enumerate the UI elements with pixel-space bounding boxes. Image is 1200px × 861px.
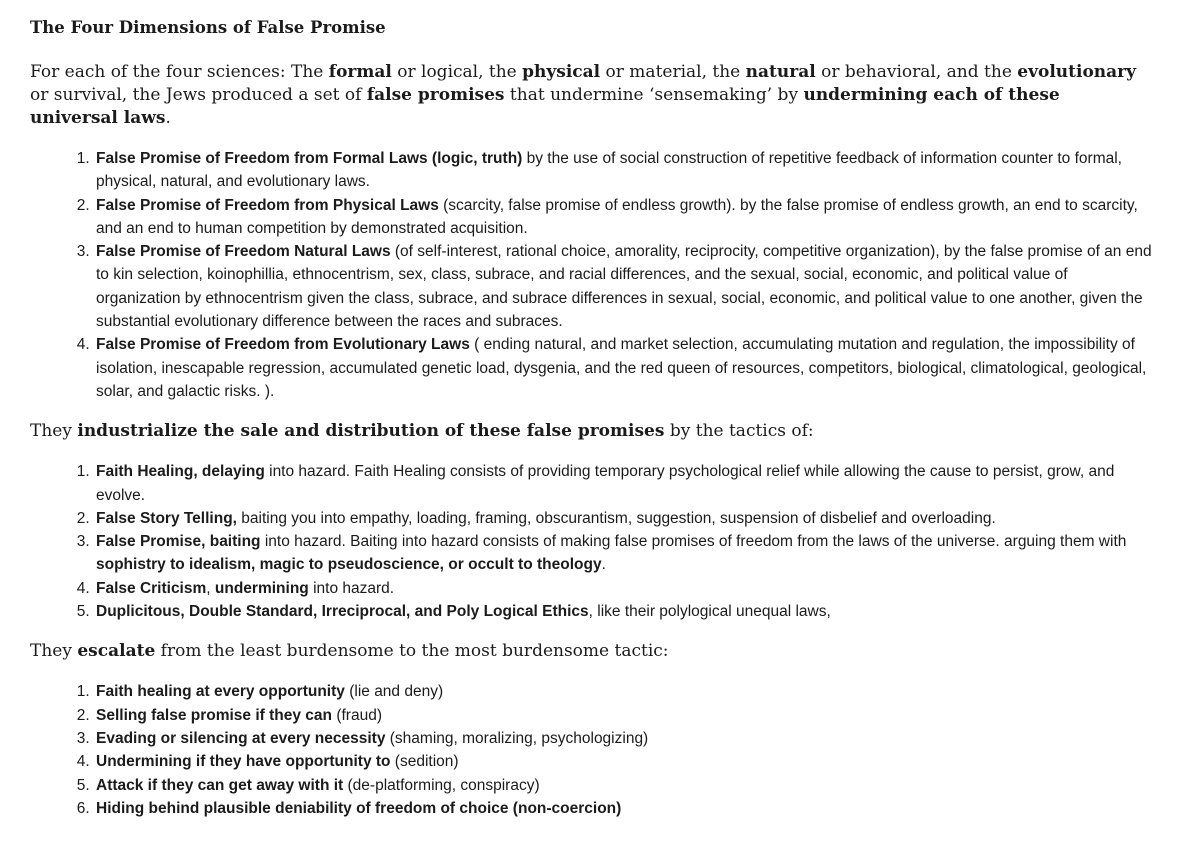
text-run: or behavioral, and the	[815, 62, 1018, 82]
bold-text-run: False Promise of Freedom from Formal Laws (logic, truth)	[96, 150, 523, 167]
page-title	[30, 16, 1152, 39]
bold-text-run: Evading or silencing at every necessity	[96, 729, 386, 747]
bold-text-run: sophistry to idealism, magic to pseudoscience, or occult to theology	[96, 556, 602, 574]
bold-text-run: Faith Healing, delaying	[96, 463, 265, 481]
bold-text-run: Undermining if they have opportunity to	[96, 753, 391, 771]
text-run: For each of the four sciences: The	[30, 62, 329, 82]
text-run: into hazard. Baiting into hazard consists of making false promises of freedom from the laws of the universe. arguing them with	[260, 533, 1127, 551]
dimensions-list-item-4	[94, 333, 1152, 403]
text-run: or material, the	[600, 62, 746, 82]
text-run: (scarcity, false promise of endless growth). by the false promise of endless growth, an end to scarcity, and an end to human competition by demonstrated acquisition.	[96, 196, 1138, 237]
bold-text-run: Attack if they can get away with it	[96, 776, 344, 794]
tactics-list-item-2	[94, 507, 1152, 530]
escalation-list-item-5	[94, 774, 1152, 797]
escalation-list-item-4	[94, 750, 1152, 773]
dimensions-list-item-3	[94, 240, 1152, 333]
bold-text-run: evolutionary	[1017, 62, 1136, 82]
text-run: They	[30, 641, 78, 662]
tactics-list	[30, 460, 1152, 623]
bold-text-run: False Promise of Freedom from Physical Laws	[96, 196, 439, 214]
text-run: (fraud)	[332, 706, 382, 724]
bold-text-run: false promises	[366, 85, 505, 105]
bold-text-run: Hiding behind plausible deniability of freedom of choice (non-coercion)	[96, 799, 622, 817]
bold-text-run: False Promise of Freedom Natural Laws	[96, 243, 391, 261]
text-run: (de-platforming, conspiracy)	[343, 776, 540, 794]
bold-text-run: formal	[328, 62, 392, 82]
text-run: , like their polylogical unequal laws,	[588, 603, 831, 621]
text-run: that undermine ‘sensemaking’ by	[504, 85, 804, 105]
escalation-list-item-1	[94, 680, 1152, 703]
escalation-list	[30, 680, 1152, 820]
text-run: ( ending natural, and market selection, accumulating mutation and regulation, the impossibility of isolation, inescapable regression, accumulated genetic load, dysgenia, and the red queen of resources, competitors, biological, climatological, geological, solar, and galactic risks. ).	[96, 336, 1147, 400]
bold-text-run: natural	[745, 62, 816, 82]
bold-text-run: Duplicitous, Double Standard, Irreciprocal, and Poly Logical Ethics	[96, 603, 589, 621]
text-run: into hazard.	[308, 579, 395, 597]
escalation-intro-paragraph	[30, 640, 1152, 663]
text-run: .	[165, 108, 171, 128]
tactics-list-item-1	[94, 460, 1152, 507]
text-run: They	[30, 421, 78, 442]
text-run: baiting you into empathy, loading, framing, obscurantism, suggestion, suspension of disbelief and overloading.	[236, 509, 996, 527]
tactics-list-item-4	[94, 577, 1152, 600]
text-run: (sedition)	[390, 753, 459, 771]
bold-text-run: physical	[522, 62, 601, 82]
intro-paragraph	[30, 61, 1152, 130]
text-run: (lie and deny)	[344, 683, 444, 701]
dimensions-list-item-1	[94, 147, 1152, 194]
text-run: (of self-interest, rational choice, amorality, reciprocity, competitive organization), by the false promise of an end to kin selection, koinophillia, ethnocentrism, sex, class, subrace, and racial differences, and the sexual, social, economic, and political value of organization by ethnocentrism given the class, subrace, and subrace differences in sexual, social, economic, and political value to one another, given the substantial evolutionary difference between the races and subraces.	[96, 243, 1152, 331]
text-run: ,	[206, 579, 215, 597]
bold-text-run: The Four Dimensions of False Promise	[30, 18, 386, 37]
bold-text-run: False Criticism	[96, 579, 207, 597]
bold-text-run: False Promise, baiting	[96, 533, 261, 551]
bold-text-run: industrialize the sale and distribution of these false promises	[77, 421, 665, 442]
text-run: or logical, the	[391, 62, 523, 82]
text-run: into hazard. Faith Healing consists of providing temporary psychological relief while allowing the cause to persist, grow, and evolve.	[96, 463, 1115, 504]
bold-text-run: Selling false promise if they can	[96, 706, 333, 724]
text-run: by the use of social construction of repetitive feedback of information counter to formal, physical, natural, and evolutionary laws.	[96, 150, 1122, 191]
escalation-list-item-3	[94, 727, 1152, 750]
bold-text-run: False Story Telling,	[96, 509, 237, 527]
tactics-list-item-3	[94, 530, 1152, 577]
text-run: or survival, the Jews produced a set of	[30, 85, 367, 105]
text-run: from the least burdensome to the most burdensome tactic:	[155, 641, 669, 662]
escalation-list-item-2	[94, 704, 1152, 727]
dimensions-list	[30, 147, 1152, 403]
text-run: (shaming, moralizing, psychologizing)	[385, 729, 649, 747]
bold-text-run: escalate	[77, 641, 156, 662]
text-run: by the tactics of:	[664, 421, 814, 442]
tactics-list-item-5	[94, 600, 1152, 623]
dimensions-list-item-2	[94, 194, 1152, 241]
tactics-intro-paragraph	[30, 420, 1152, 443]
escalation-list-item-6	[94, 797, 1152, 820]
text-run: .	[601, 556, 606, 574]
bold-text-run: Faith healing at every opportunity	[96, 683, 345, 701]
bold-text-run: undermining each of these universal laws	[30, 85, 1060, 128]
bold-text-run: undermining	[214, 579, 309, 597]
bold-text-run: False Promise of Freedom from Evolutionary Laws	[96, 336, 470, 354]
